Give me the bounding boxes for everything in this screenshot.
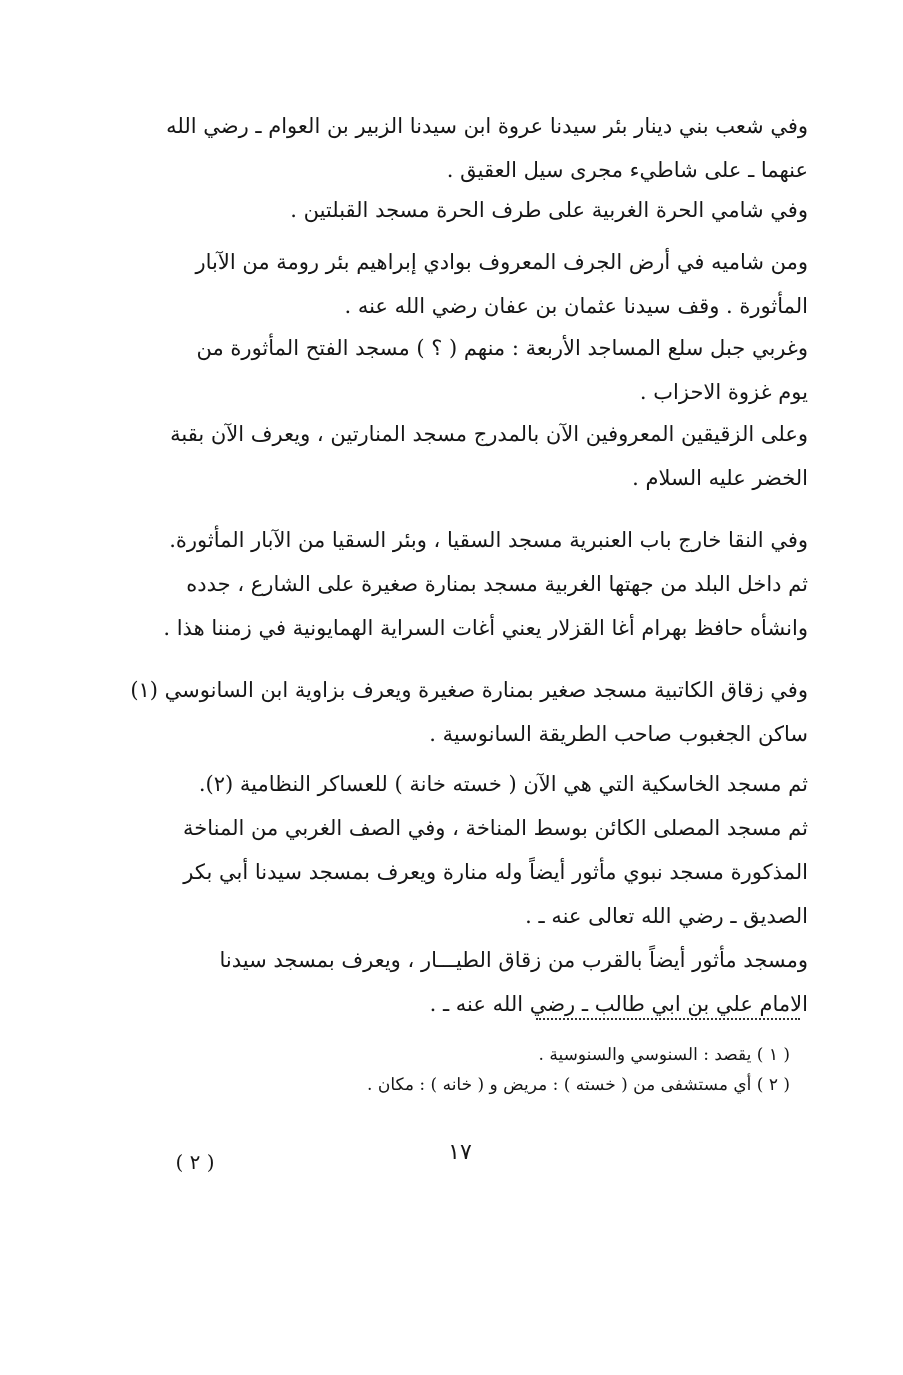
paragraph (112, 668, 808, 756)
text-line: وفي شعب بني دينار بئر سيدنا عروة ابن سيدنا الزبير بن العوام ـ رضي الله (166, 114, 808, 138)
signature-mark: ( ٢ ) (175, 1150, 215, 1174)
footnote-1: ( ١ ) يقصد : السنوسي والسنوسية . (538, 1045, 790, 1065)
paragraph (112, 188, 808, 232)
text-line: وغربي جبل سلع المساجد الأربعة : منهم ( ؟ ) مسجد الفتح المأثورة من (196, 336, 808, 360)
text-line: الصديق ـ رضي الله تعالى عنه ـ . (525, 904, 808, 928)
text-line: ساكن الجغبوب صاحب الطريقة السانوسية . (429, 722, 808, 746)
text-line: وفي النقا خارج باب العنبرية مسجد السقيا ، وبئر السقيا من الآبار المأثورة. (169, 528, 808, 552)
text-line: المذكورة مسجد نبوي مأثور أيضاً وله منارة ويعرف بمسجد سيدنا أبي بكر (183, 860, 808, 884)
text-line: ثم مسجد الخاسكية التي هي الآن ( خسته خانة ) للعساكر النظامية (٢). (198, 772, 808, 796)
page-number: ١٧ (448, 1140, 472, 1165)
paragraph (112, 104, 808, 192)
text-line: الخضر عليه السلام . (632, 466, 808, 490)
text-line: وفي زقاق الكاتبية مسجد صغير بمنارة صغيرة ويعرف بزاوية ابن السانوسي (١) (130, 678, 808, 702)
text-line: وفي شامي الحرة الغربية على طرف الحرة مسجد القبلتين . (290, 198, 808, 222)
text-line: الامام علي بن ابي طالب ـ رضي الله عنه ـ . (429, 992, 808, 1016)
text-line: وانشأه حافظ بهرام أغا القزلار يعني أغات السراية الهمايونية في زمننا هذا . (163, 616, 808, 640)
paragraph (112, 240, 808, 328)
text-line: ومسجد مأثور أيضاً بالقرب من زقاق الطيـــار ، ويعرف بمسجد سيدنا (219, 948, 808, 972)
text-line: يوم غزوة الاحزاب . (639, 380, 808, 404)
paragraph (112, 412, 808, 500)
footnote-separator (536, 1018, 800, 1020)
text-line: ثم مسجد المصلى الكائن بوسط المناخة ، وفي الصف الغربي من المناخة (182, 816, 808, 840)
text-line: المأثورة . وقف سيدنا عثمان بن عفان رضي الله عنه . (344, 294, 808, 318)
footnote-2: ( ٢ ) أي مستشفى من ( خسته ) : مريض و ( خانه ) : مكان . (367, 1075, 790, 1095)
paragraph (112, 938, 808, 1026)
paragraph (112, 806, 808, 938)
paragraph (112, 562, 808, 650)
paragraph (112, 326, 808, 414)
text-line: ثم داخل البلد من جهتها الغربية مسجد بمنارة صغيرة على الشارع ، جدده (186, 572, 808, 596)
paragraph (112, 518, 808, 562)
paragraph (112, 762, 808, 806)
text-line: وعلى الزقيقين المعروفين الآن بالمدرج مسجد المنارتين ، ويعرف الآن بقبة (170, 422, 808, 446)
footnotes (300, 1040, 790, 1100)
text-line: عنهما ـ على شاطيء مجرى سيل العقيق . (446, 158, 808, 182)
text-line: ومن شاميه في أرض الجرف المعروف بوادي إبراهيم بئر رومة من الآبار (195, 250, 808, 274)
